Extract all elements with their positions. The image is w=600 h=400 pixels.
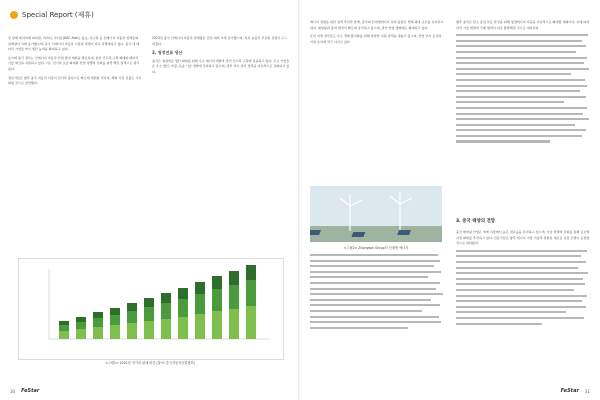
orange-circle-icon [10,11,18,19]
bar-segment [178,317,188,339]
section-header [10,10,94,20]
paragraph: 중국 태양광 산업은 세계 시장에서 높은 점유율을 유지하고 있으며, 기술 경쟁력 강화를 통해 글로벌 시장 확대를 추진하고 있다. 전문가들은 향후 에너지 저장 기술과 결합된 새로운 성장 모델이 등장할 것으로 내다봤다. [456,230,590,246]
bar-segment [110,308,120,315]
right-column-2 [456,20,590,210]
magazine-logo: FeStar [21,388,40,394]
bar-segment [144,298,154,307]
bar-segment [161,303,171,319]
page-footer [561,388,590,394]
paragraph: 동시에 중국 정부는 신에너지 자동차 산업 발전 계획을 발표하며, 충전 인프라 구축 확대와 배터리 기술 혁신을 지원하고 있다. 이는 전기차 보급 확대와 산업 경쟁력 강화를 위한 핵심 정책으로 평가된다. [8,55,140,71]
bar-segment [195,294,205,314]
bar-segment [93,312,103,318]
bar-segment [127,323,137,339]
bar-segment [110,325,120,339]
bar-segment [246,306,256,339]
bar-segment [76,317,86,322]
bar-segment [76,329,86,339]
chart-svg [19,259,283,359]
bar-segment [93,318,103,327]
bar-segment [212,276,222,289]
bar-segment [110,315,120,325]
magazine-logo: FeStar [560,388,579,394]
paragraph: 향후 중국은 탄소 중립 목표 달성을 위해 청정에너지 비중을 지속적으로 확대할 계획이다. 이에 따라 관련 기술 개발과 국제 협력이 더욱 활발해질 것으로 예상된다. [456,20,590,30]
left-column-1 [8,36,142,246]
bar-segment [195,282,205,294]
photo-caption: <그림2> Zhongwei Group의 신재생 에너지 [343,246,409,250]
left-column-2 [152,36,290,246]
bar-segment [127,311,137,323]
bar-segment [161,293,171,303]
bar-segment [144,307,154,321]
subheading: 2. 청정연료 생산 [152,50,183,56]
bar-segment [144,321,154,339]
section-heading: 3. 중국 태양의 전망 [456,219,495,224]
paragraph: 일 판매 데이터에 의하면, 비야디, 아이온(GAC Aion), 볼보, 샤오펑 등 신에너지 자동차 업체들의 판매량이 크게 증가했으며, 중국 신에너지 자동차 시장의 경쟁이 더욱 치열해지고 있다. 중국 내 배터리 기업들 역시 생산 능력을 확대하고 있다. [8,36,140,52]
bar-segment [59,321,69,325]
chart-caption: <그림1> 2021년 전기차 판매 비중 (출처: 중국자동차공업협회) [105,361,195,365]
bar-segment [246,265,256,280]
bar-segment [93,327,103,339]
page-footer [10,388,39,394]
photo-windmills [310,186,442,242]
bar-chart-figure [18,258,284,360]
paragraph: 2023년 중국 신에너지 자동차 판매량은 전년 대비 크게 증가했으며, 특히 승용차 부문의 성장이 두드러졌다. [152,36,288,46]
right-column-1 [310,20,444,180]
right-page [300,0,600,400]
page-number: 30 [10,388,16,394]
bar-segment [212,311,222,339]
windmill-photo-svg [310,186,442,242]
bar-segment [212,289,222,311]
page-number: 31 [584,388,590,394]
section-label: Special Report (제휴) [22,11,94,19]
paragraph: 에너지 전환을 위한 정책 추진과 함께, 중국의 신재생에너지 설비 용량은 세계 최대 규모를 유지하고 있다. 태양광과 풍력 발전이 빠르게 증가하고 있으며, 관련 산업 생태계도 확대되고 있다. [310,20,444,30]
right-column-2-lower [456,230,590,370]
bar-segment [229,271,239,285]
bar-segment [178,299,188,317]
bar-segment [127,303,137,311]
paragraph: 중국은 청정연료 생산 확대를 위해 수소 에너지 개발과 관련 인프라 구축에 집중하고 있다. 주요 기업들은 수소 생산, 저장, 운송 기술 개발에 투자하고 있으며, 정부 역시 관련 정책을 지속적으로 강화하고 있다. [152,58,290,74]
paragraph: 또한 지방 정부들도 수소 경제 활성화를 위해 다양한 지원 정책을 내놓고 있으며, 산업 단지 조성과 기업 유치에 적극 나서고 있다. [310,34,442,44]
bar-segment [246,280,256,306]
bar-segment [229,309,239,339]
bar-segment [76,322,86,329]
bar-segment [59,331,69,339]
bar-segment [178,288,188,299]
paragraph: 전문가들은 향후 중국 자동차 시장이 전기차 중심으로 빠르게 재편될 것이며, 해외 시장 진출도 가속화될 것으로 전망했다. [8,75,142,86]
bar-segment [229,285,239,309]
bar-segment [195,314,205,339]
bar-segment [161,319,171,339]
bar-segment [59,325,69,331]
right-column-1-lower [310,254,444,374]
